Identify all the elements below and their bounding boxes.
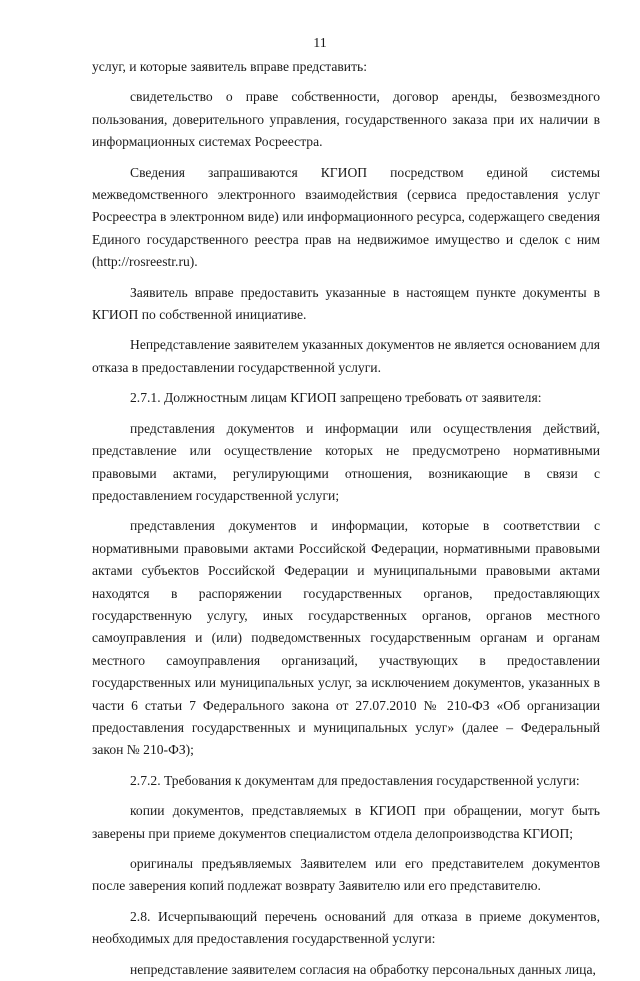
paragraph-continuation: услуг, и которые заявитель вправе представить:: [92, 59, 368, 74]
paragraph-originals-return: оригиналы предъявляемых Заявителем или его представителем документов после заверения копий подлежат возврату Заявителю или его представителю.: [92, 856, 600, 894]
paragraph-own-initiative: Заявитель вправе предоставить указанные в настоящем пункте документы в КГИОП по собственной инициативе.: [92, 284, 600, 323]
paragraph-copies-certification: копии документов, представляемых в КГИОП при обращении, могут быть заверены при приеме документов специалистом отдела делопроизводства КГИОП;: [92, 803, 600, 841]
page-number: 11: [313, 36, 327, 51]
paragraph-non-submission: Непредставление заявителем указанных документов не является основанием для отказа в предоставлении государственной услуги.: [92, 337, 600, 375]
section-heading-2-8: 2.8. Исчерпывающий перечень оснований для отказа в приеме документов, необходимых для предоставления государственной услуги:: [92, 908, 600, 947]
paragraph-consent-missing: непредставление заявителем согласия на обработку персональных данных лица,: [130, 961, 596, 977]
paragraph-prohibited-documents: представления документов и информации, которые в соответствии с нормативными правовыми актами Российской Федерации, нормативными правовыми актами субъектов Российской Федерации и муниципальными правовыми актами находятся в распоряжении государственных органов, предоставляющих государственную услугу, иных государственных органов, органов местного самоуправления и (или) подведомственных государственным органам и органам местного самоуправления организаций, участвующих в предоставлении государственных или муниципальных услуг, за исключением документов, указанных в части 6 статьи 7 Федерального закона от 27.07.2010 № 210-ФЗ «Об организации предоставления государственных и муниципальных услуг» (далее – Федеральный закон № 210-ФЗ);: [92, 518, 600, 758]
paragraph-prohibited-actions: представления документов и информации или осуществления действий, представление или осуществление которых не предусмотрено нормативными правовыми актами, регулирующими отношения, возникающие в связи с предоставлением государственной услуги;: [92, 420, 600, 503]
paragraph-ownership-certificate: свидетельство о праве собственности, договор аренды, безвозмездного пользования, доверительного управления, государственного заказа при их наличии в информационных системах Росреестра.: [92, 89, 600, 150]
section-heading-2-7-2: 2.7.2. Требования к документам для предоставления государственной услуги:: [130, 772, 580, 788]
paragraph-information-request: Сведения запрашиваются КГИОП посредством единой системы межведомственного электронного взаимодействия (сервиса предоставления услуг Росреестра в электронном виде) или информационного ресурса, содержащего сведения Единого государственного реестра прав на недвижимое имущество и сделок с ним (http://rosreestr.ru).: [92, 164, 600, 270]
section-heading-2-7-1: 2.7.1. Должностным лицам КГИОП запрещено требовать от заявителя:: [130, 390, 542, 406]
document-body: [92, 56, 600, 981]
